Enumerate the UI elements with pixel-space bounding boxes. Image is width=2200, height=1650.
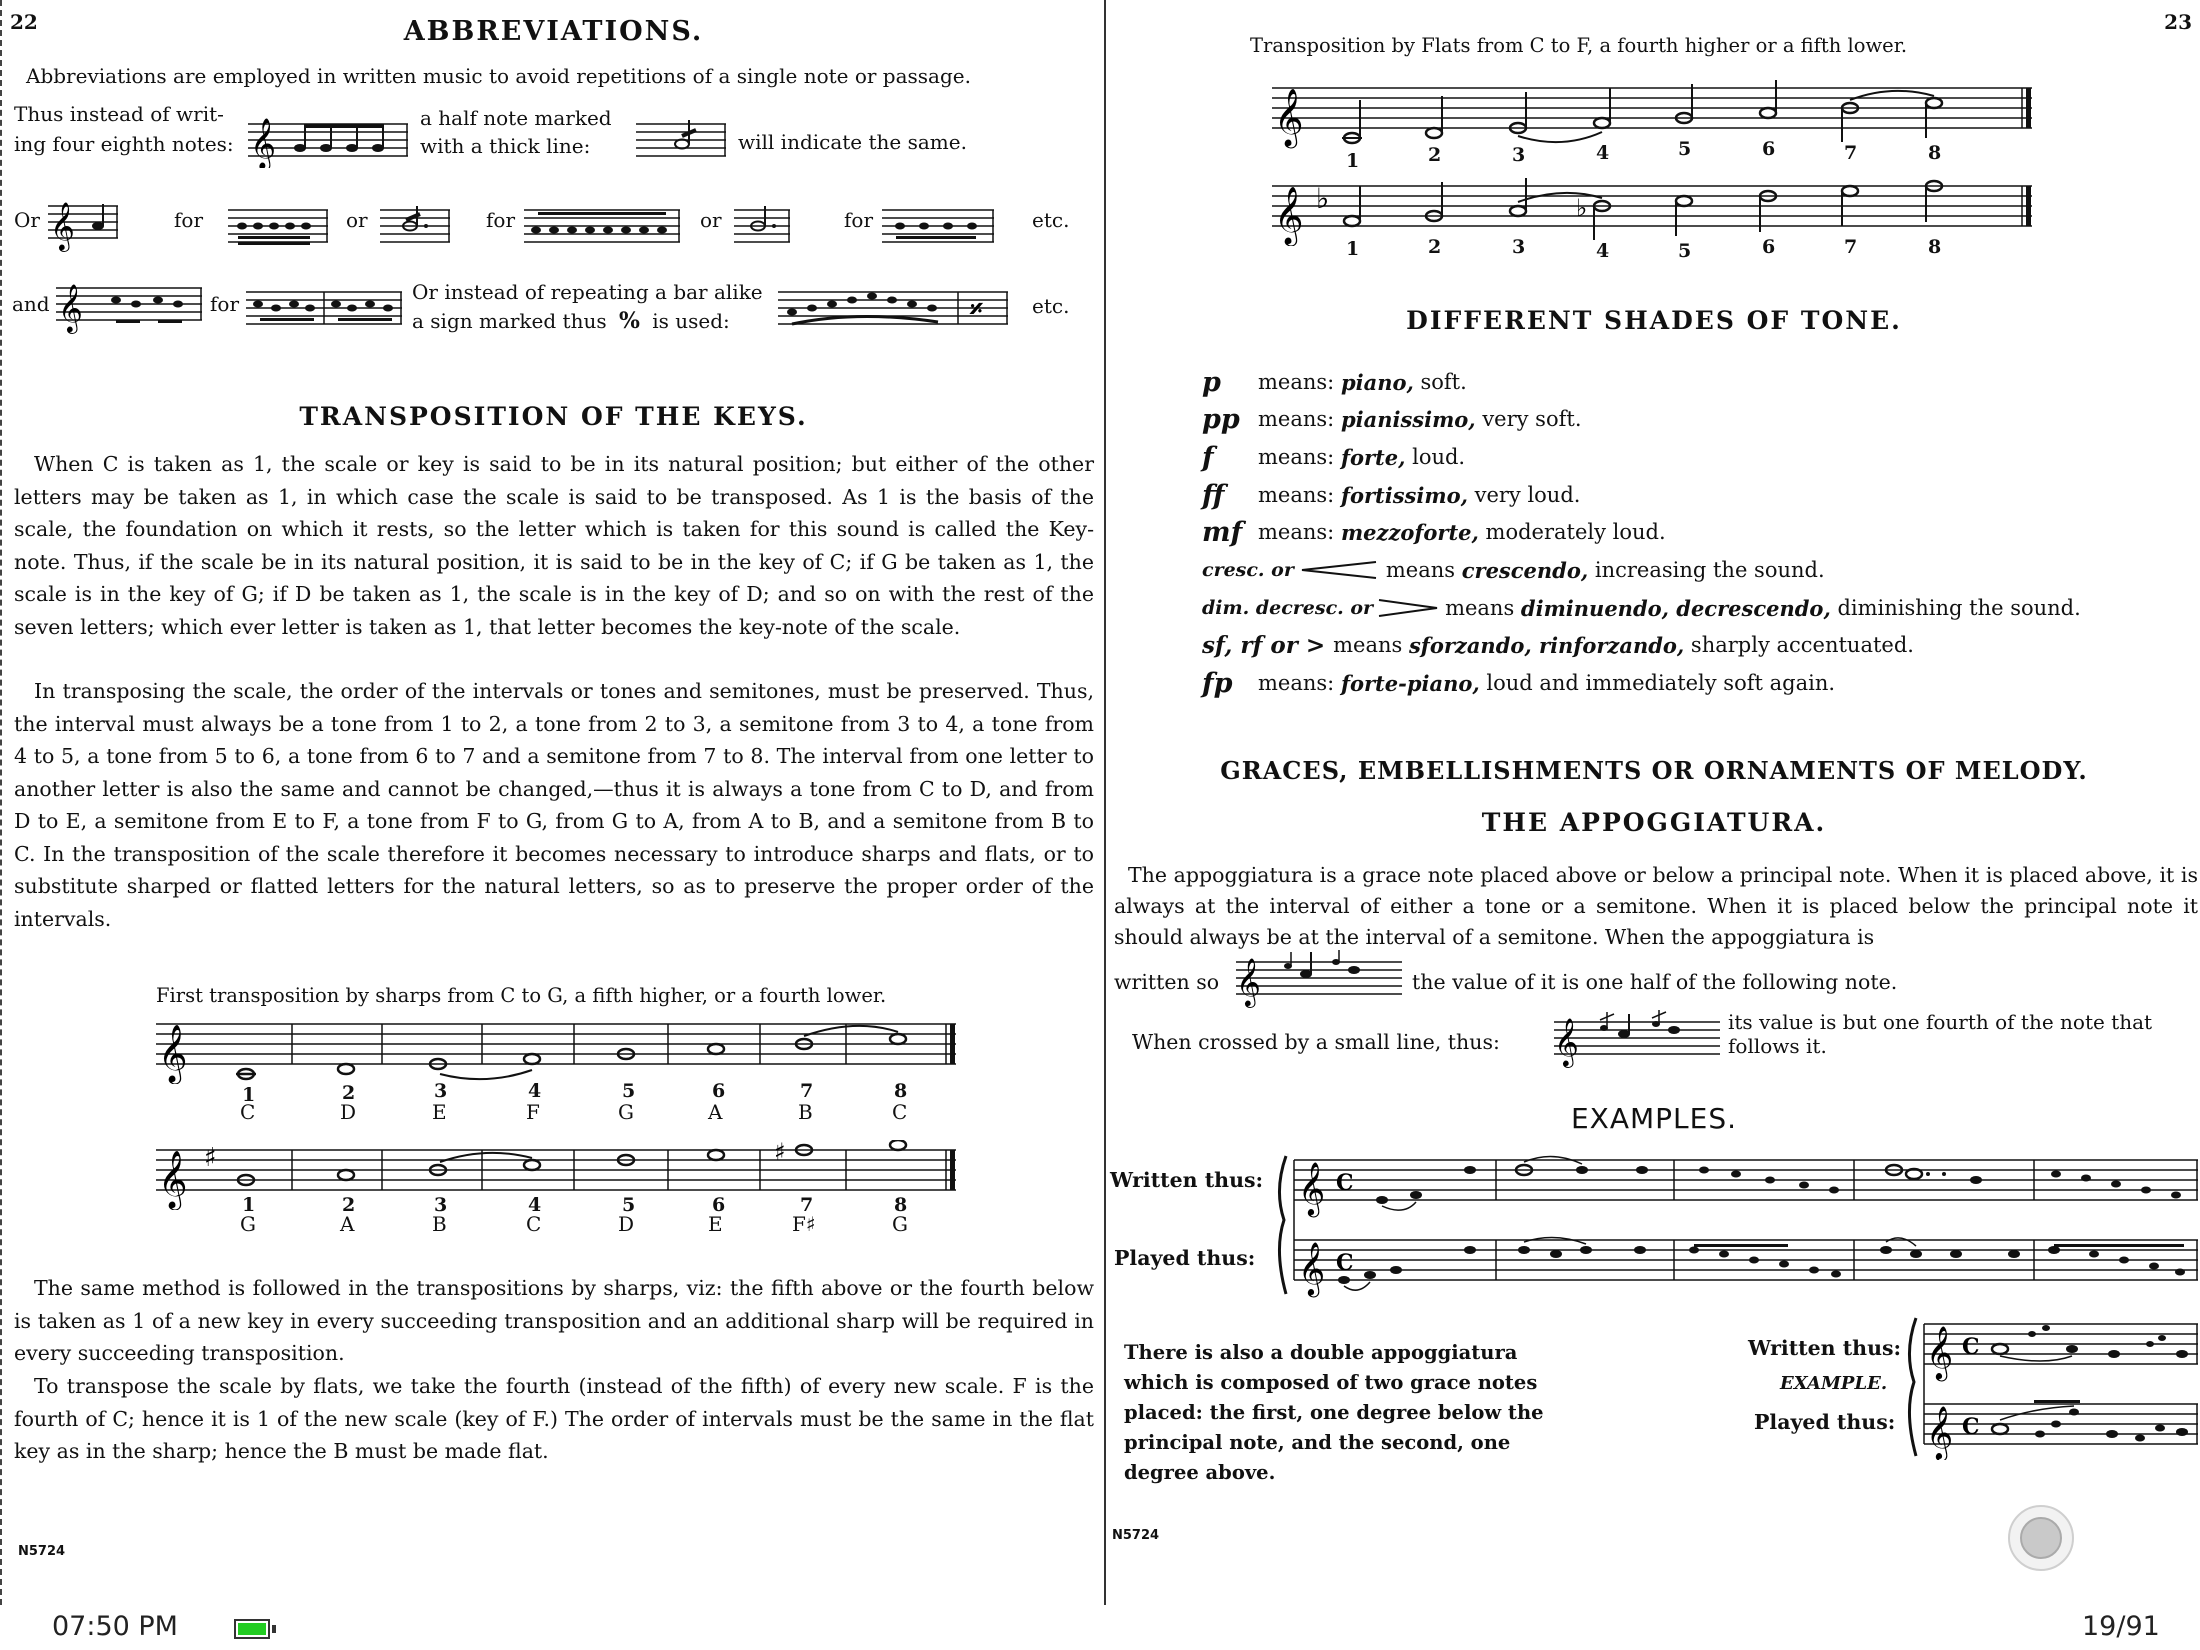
left-page-number: 22 bbox=[10, 10, 38, 34]
scale-letter: C bbox=[892, 1100, 908, 1124]
dynamic-desc: loud. bbox=[1412, 445, 1466, 469]
svg-text:𝄞: 𝄞 bbox=[1554, 1017, 1579, 1066]
dynamic-prefix: means: bbox=[1258, 671, 1335, 695]
music-half-note-thick bbox=[636, 116, 726, 164]
abbr-line1-c: a half note marked bbox=[420, 106, 612, 130]
abbr-line1-d: with a thick line: bbox=[420, 134, 591, 158]
dynamic-symbol: cresc. or bbox=[1202, 559, 1294, 581]
dynamic-term: forte-piano, bbox=[1340, 670, 1480, 696]
scale-number: 6 bbox=[1762, 236, 1776, 258]
dynamic-prefix: means: bbox=[1258, 445, 1335, 469]
dynamic-term: forte, bbox=[1340, 444, 1406, 470]
example-label: EXAMPLE. bbox=[1780, 1373, 1888, 1394]
double-appog-grand-staff bbox=[1904, 1312, 2200, 1460]
c-major-scale-staff bbox=[156, 1014, 956, 1084]
scale-number: 7 bbox=[800, 1194, 814, 1216]
dynamic-term: piano, bbox=[1340, 369, 1414, 395]
staff-svg bbox=[248, 112, 408, 168]
staff-svg bbox=[228, 206, 328, 246]
svg-text:𝄞: 𝄞 bbox=[58, 283, 83, 332]
written-thus-label-2: Written thus: bbox=[1748, 1336, 1902, 1360]
scale-letter: A bbox=[708, 1100, 723, 1124]
scale-letter: C bbox=[526, 1212, 542, 1236]
dynamic-desc: loud and immediately soft again. bbox=[1486, 671, 1836, 695]
scale-letter: D bbox=[340, 1100, 357, 1124]
scale-number: 1 bbox=[242, 1194, 256, 1216]
scale-letter: E bbox=[432, 1100, 447, 1124]
scale-number: 2 bbox=[342, 1194, 356, 1216]
svg-text:♭: ♭ bbox=[1316, 182, 1330, 215]
dynamic-row-ff bbox=[1202, 477, 1580, 513]
decrescendo-hairpin-icon bbox=[1377, 598, 1441, 618]
dynamic-row-p bbox=[1202, 364, 1467, 400]
right-page bbox=[1104, 0, 2200, 1605]
dynamic-row-pp bbox=[1202, 401, 1582, 437]
svg-text:𝄎: 𝄎 bbox=[970, 295, 983, 325]
scale-letter: D bbox=[618, 1212, 635, 1236]
dynamic-term: mezzoforte, bbox=[1340, 519, 1479, 545]
dynamic-symbol: mf bbox=[1202, 516, 1243, 548]
scale-number: 5 bbox=[1678, 138, 1692, 160]
dynamic-term: pianissimo, bbox=[1340, 406, 1476, 432]
scale-number: 6 bbox=[712, 1080, 726, 1102]
svg-text:C: C bbox=[1962, 1414, 1980, 1440]
staff-svg bbox=[1554, 1010, 1720, 1068]
scale-number: 5 bbox=[1678, 240, 1692, 262]
written-so-desc: the value of it is one half of the following note. bbox=[1412, 970, 1898, 994]
abbr-and: and bbox=[12, 292, 50, 316]
svg-text:𝄞: 𝄞 bbox=[1298, 1161, 1326, 1215]
dynamic-prefix: means bbox=[1385, 558, 1456, 582]
scale-number: 8 bbox=[1928, 142, 1942, 164]
scale-number: 1 bbox=[1346, 238, 1360, 260]
dynamic-prefix: means bbox=[1445, 596, 1515, 620]
clock-time: 07:50 PM bbox=[52, 1611, 178, 1642]
dynamic-row-fp bbox=[1202, 665, 1835, 701]
dynamic-prefix: means: bbox=[1258, 370, 1335, 394]
c-scale-flats-staff bbox=[1272, 78, 2032, 154]
scale-number: 8 bbox=[894, 1080, 908, 1102]
music-four-eighths bbox=[248, 112, 408, 168]
transposition-para-4: To transpose the scale by flats, we take the fourth (instead of the fifth) of every new scale. F is the fourth of C; hence it is 1 of the new scale (key of F.) The order of intervals must be the same in the flat key as in the sharp; hence the B must be made flat. bbox=[14, 1374, 1094, 1463]
music-repeated-bar bbox=[246, 288, 402, 328]
dynamic-symbol: sf, rf or > bbox=[1202, 631, 1326, 659]
svg-text:𝄞: 𝄞 bbox=[1236, 957, 1261, 1006]
dynamic-desc: very soft. bbox=[1482, 407, 1582, 431]
dynamic-row-cresc bbox=[1202, 552, 1825, 588]
svg-text:♯: ♯ bbox=[774, 1140, 786, 1166]
staff-svg bbox=[1272, 78, 2032, 154]
abbr-for-3: for bbox=[844, 208, 874, 232]
dynamic-desc: very loud. bbox=[1474, 483, 1581, 507]
scale-letter: B bbox=[798, 1100, 813, 1124]
staff-svg bbox=[1904, 1312, 2200, 1460]
scale-number: 2 bbox=[1428, 236, 1442, 258]
scale-number: 8 bbox=[1928, 236, 1942, 258]
dynamic-symbol: ff bbox=[1202, 479, 1225, 511]
dynamic-prefix: means bbox=[1333, 633, 1403, 657]
sharps-example-caption: First transposition by sharps from C to G, a fifth higher, or a fourth lower. bbox=[156, 984, 887, 1007]
scale-letter: G bbox=[618, 1100, 634, 1124]
scale-letter: C bbox=[240, 1100, 256, 1124]
dynamic-term: crescendo, bbox=[1461, 557, 1589, 583]
scale-number: 2 bbox=[1428, 144, 1442, 166]
examples-title: EXAMPLES. bbox=[1570, 1102, 1738, 1135]
music-eighths-group bbox=[524, 206, 680, 246]
appoggiatura-para: The appoggiatura is a grace note placed above or below a principal note. When it is placed above, it is always at the interval of either a tone or a semitone. When it is placed below the principal note it should always be at the interval of a semitone. When the appoggiatura is bbox=[1114, 863, 2198, 949]
floating-menu-button[interactable] bbox=[2008, 1505, 2074, 1571]
abbr-bar-b-line bbox=[412, 308, 730, 334]
scale-number: 3 bbox=[434, 1080, 448, 1102]
dynamic-desc: soft. bbox=[1420, 370, 1467, 394]
right-page-number: 23 bbox=[2164, 10, 2192, 34]
svg-text:𝄞: 𝄞 bbox=[50, 201, 75, 250]
staff-svg bbox=[1274, 1150, 2200, 1300]
music-or-figure bbox=[48, 196, 118, 252]
abbr-line1-a: Thus instead of writ- bbox=[14, 102, 224, 126]
scale-number: 4 bbox=[1596, 240, 1610, 262]
abbr-for-2: for bbox=[486, 208, 516, 232]
scale-letter: G bbox=[892, 1212, 908, 1236]
right-footer-code: N5724 bbox=[1112, 1528, 1160, 1543]
staff-svg bbox=[246, 288, 402, 328]
staff-svg bbox=[524, 206, 680, 246]
staff-svg bbox=[1236, 950, 1402, 1008]
scale-number: 6 bbox=[1762, 138, 1776, 160]
played-thus-label: Played thus: bbox=[1114, 1246, 1256, 1270]
scale-number: 7 bbox=[1844, 142, 1858, 164]
dynamic-symbol: p bbox=[1202, 366, 1221, 398]
g-major-scale-staff bbox=[156, 1140, 956, 1210]
dynamic-prefix: means: bbox=[1258, 407, 1335, 431]
dynamic-term: sforzando, rinforzando, bbox=[1408, 632, 1685, 658]
scale-number: 6 bbox=[712, 1194, 726, 1216]
scale-number: 4 bbox=[528, 1194, 542, 1216]
music-repeat-sign-bar bbox=[778, 284, 1008, 328]
dynamic-symbol: fp bbox=[1202, 667, 1233, 699]
scale-number: 5 bbox=[622, 1194, 636, 1216]
transposition-para-2: In transposing the scale, the order of the intervals or tones and semitones, must be preserved. Thus, the interval must always be a tone from 1 to 2, a tone from 2 to 3, a semitone from 3 to 4, a tone from 4 to 5, a tone from 5 to 6, a tone from 6 to 7 and a semitone from 7 to 8. The interval from one letter to another letter is also the same and cannot be changed,—thus it is always a tone from C to D, and from D to E, a semitone from E to F, a tone from F to G, from G to A, from A to B, and a semitone from B to C. In the transposition of the scale therefore it becomes necessary to introduce sharps and flats, or to substitute sharped or flatted letters for the natural letters, so as to preserve the proper order of the intervals. bbox=[14, 679, 1094, 931]
page-counter: 19/91 bbox=[2082, 1611, 2160, 1642]
scale-number: 1 bbox=[1346, 150, 1360, 172]
staff-svg bbox=[156, 1140, 956, 1210]
abbr-or-label: Or bbox=[14, 208, 40, 232]
scale-number: 3 bbox=[1512, 144, 1526, 166]
abbreviations-title: ABBREVIATIONS. bbox=[403, 16, 704, 47]
svg-text:C: C bbox=[1962, 1334, 1980, 1360]
scale-letter: F♯ bbox=[792, 1212, 816, 1236]
scale-number: 3 bbox=[1512, 236, 1526, 258]
status-bar bbox=[0, 1605, 2200, 1650]
svg-text:C: C bbox=[1336, 1170, 1354, 1196]
dynamic-row-dim bbox=[1202, 590, 2081, 626]
svg-text:𝄞: 𝄞 bbox=[1274, 186, 1304, 244]
abbr-or-2: or bbox=[700, 208, 722, 232]
scale-number: 1 bbox=[242, 1084, 256, 1106]
staff-svg bbox=[636, 116, 726, 164]
dynamic-prefix: means: bbox=[1258, 520, 1335, 544]
abbr-bar-c: is used: bbox=[652, 309, 730, 333]
music-sixteenths-group bbox=[228, 206, 328, 246]
dynamic-term: diminuendo, decrescendo, bbox=[1520, 595, 1831, 621]
crescendo-hairpin-icon bbox=[1300, 560, 1380, 580]
scale-number: 5 bbox=[622, 1080, 636, 1102]
abbr-bar-b: a sign marked thus bbox=[412, 309, 607, 333]
svg-text:𝄞: 𝄞 bbox=[1298, 1241, 1326, 1295]
staff-svg bbox=[882, 206, 994, 246]
music-dotted-half-2 bbox=[734, 206, 790, 246]
svg-text:𝄞: 𝄞 bbox=[250, 118, 277, 168]
dynamic-symbol: f bbox=[1202, 441, 1214, 473]
svg-text:𝄞: 𝄞 bbox=[1926, 1405, 1954, 1459]
circle-icon bbox=[2020, 1517, 2062, 1559]
appoggiatura-title: THE APPOGGIATURA. bbox=[1481, 808, 1827, 837]
svg-text:𝄞: 𝄞 bbox=[1274, 88, 1304, 146]
abbr-for-4: for bbox=[210, 292, 240, 316]
staff-svg bbox=[734, 206, 790, 246]
dynamic-row-sf bbox=[1202, 627, 1914, 663]
double-appoggiatura-para: There is also a double appoggiatura which is composed of two grace notes placed: the first, one degree below the principal note, and the second, one degree above. bbox=[1124, 1341, 1544, 1484]
abbr-bar-a: Or instead of repeating a bar alike bbox=[412, 280, 763, 304]
left-footer-code: N5724 bbox=[18, 1544, 66, 1559]
staff-svg bbox=[48, 196, 118, 252]
staff-svg bbox=[380, 206, 450, 246]
written-so-label: written so bbox=[1114, 970, 1220, 994]
battery-tip bbox=[272, 1625, 276, 1633]
abbr-for-1: for bbox=[174, 208, 204, 232]
music-dotted-half bbox=[380, 206, 450, 246]
transposition-title: TRANSPOSITION OF THE KEYS. bbox=[299, 402, 808, 431]
svg-text:𝄞: 𝄞 bbox=[1926, 1325, 1954, 1379]
svg-text:C: C bbox=[1336, 1250, 1354, 1276]
staff-svg bbox=[1272, 176, 2032, 246]
crossed-label: When crossed by a small line, thus: bbox=[1132, 1030, 1500, 1054]
f-scale-staff bbox=[1272, 176, 2032, 246]
transposition-para-1: When C is taken as 1, the scale or key is said to be in its natural position; but either of the other letters may be taken as 1, in which case the scale is said to be transposed. As 1 is the basis of the scale, the foundation on which it rests, so the letter which is taken for this sound is called the Key-note. Thus, if the scale be in its natural position, it is said to be in the key of C; if G be taken as 1, the scale is in the key of G; if D be taken as 1, the scale is in the key of D; and so on with the rest of the seven letters; which ever letter is taken as 1, that letter becomes the key-note of the scale. bbox=[14, 452, 1094, 639]
dynamic-row-mf bbox=[1202, 514, 1666, 550]
scale-number: 4 bbox=[1596, 142, 1610, 164]
dynamic-term: fortissimo, bbox=[1340, 482, 1468, 508]
staff-svg bbox=[156, 1014, 956, 1084]
abbr-etc-2: etc. bbox=[1032, 294, 1070, 318]
battery-icon bbox=[234, 1619, 270, 1639]
dynamic-symbol: pp bbox=[1202, 403, 1240, 435]
staff-svg bbox=[778, 284, 1008, 328]
abbr-line1-e: will indicate the same. bbox=[738, 130, 967, 154]
svg-text:𝄞: 𝄞 bbox=[158, 1024, 188, 1082]
dynamic-prefix: means: bbox=[1258, 483, 1335, 507]
svg-text:♭: ♭ bbox=[1576, 194, 1588, 222]
shades-title: DIFFERENT SHADES OF TONE. bbox=[1406, 306, 1902, 335]
svg-text:𝄞: 𝄞 bbox=[158, 1150, 188, 1208]
percent-sign-icon: % bbox=[618, 308, 640, 334]
battery-level-fill bbox=[238, 1623, 266, 1635]
graces-title: GRACES, EMBELLISHMENTS OR ORNAMENTS OF MELODY. bbox=[1220, 756, 2088, 785]
written-so-figure bbox=[1236, 950, 1402, 1008]
examples-grand-staff bbox=[1274, 1150, 2200, 1300]
dynamic-symbol: dim. decresc. or bbox=[1202, 597, 1374, 619]
crossed-desc: its value is but one fourth of the note that follows it. bbox=[1728, 1010, 2153, 1058]
scale-number: 7 bbox=[1844, 236, 1858, 258]
crossed-figure bbox=[1554, 1010, 1720, 1068]
dynamic-desc: moderately loud. bbox=[1485, 520, 1666, 544]
abbr-intro: Abbreviations are employed in written music to avoid repetitions of a single note or passage. bbox=[26, 64, 971, 88]
abbr-or-1: or bbox=[346, 208, 368, 232]
scale-number: 3 bbox=[434, 1194, 448, 1216]
abbr-line1-b: ing four eighth notes: bbox=[14, 132, 234, 156]
dynamic-desc: sharply accentuated. bbox=[1690, 633, 1914, 657]
scale-number: 2 bbox=[342, 1082, 356, 1104]
played-thus-label-2: Played thus: bbox=[1754, 1410, 1896, 1434]
written-thus-label: Written thus: bbox=[1110, 1168, 1264, 1192]
left-page bbox=[0, 0, 1103, 1605]
scale-letter: B bbox=[432, 1212, 447, 1236]
scale-letter: F bbox=[526, 1100, 540, 1124]
dynamic-desc: increasing the sound. bbox=[1594, 558, 1825, 582]
transposition-para-3: The same method is followed in the transpositions by sharps, viz: the fifth above or the fourth below is taken as 1 of a new key in every succeeding transposition and an additional sharp will be required in every succeeding transposition. bbox=[14, 1276, 1094, 1365]
dynamic-desc: diminishing the sound. bbox=[1837, 596, 2081, 620]
scale-number: 8 bbox=[894, 1194, 908, 1216]
flats-caption: Transposition by Flats from C to F, a fourth higher or a fifth lower. bbox=[1250, 34, 1908, 57]
music-quarter-group bbox=[882, 206, 994, 246]
scale-number: 7 bbox=[800, 1080, 814, 1102]
scale-letter: G bbox=[240, 1212, 256, 1236]
scale-letter: A bbox=[340, 1212, 355, 1236]
scale-letter: E bbox=[708, 1212, 723, 1236]
music-and-figure bbox=[56, 276, 202, 334]
dynamic-row-f bbox=[1202, 439, 1465, 475]
svg-text:♯: ♯ bbox=[204, 1143, 217, 1173]
staff-svg bbox=[56, 276, 202, 334]
abbr-etc-1: etc. bbox=[1032, 208, 1070, 232]
scale-number: 4 bbox=[528, 1080, 542, 1102]
